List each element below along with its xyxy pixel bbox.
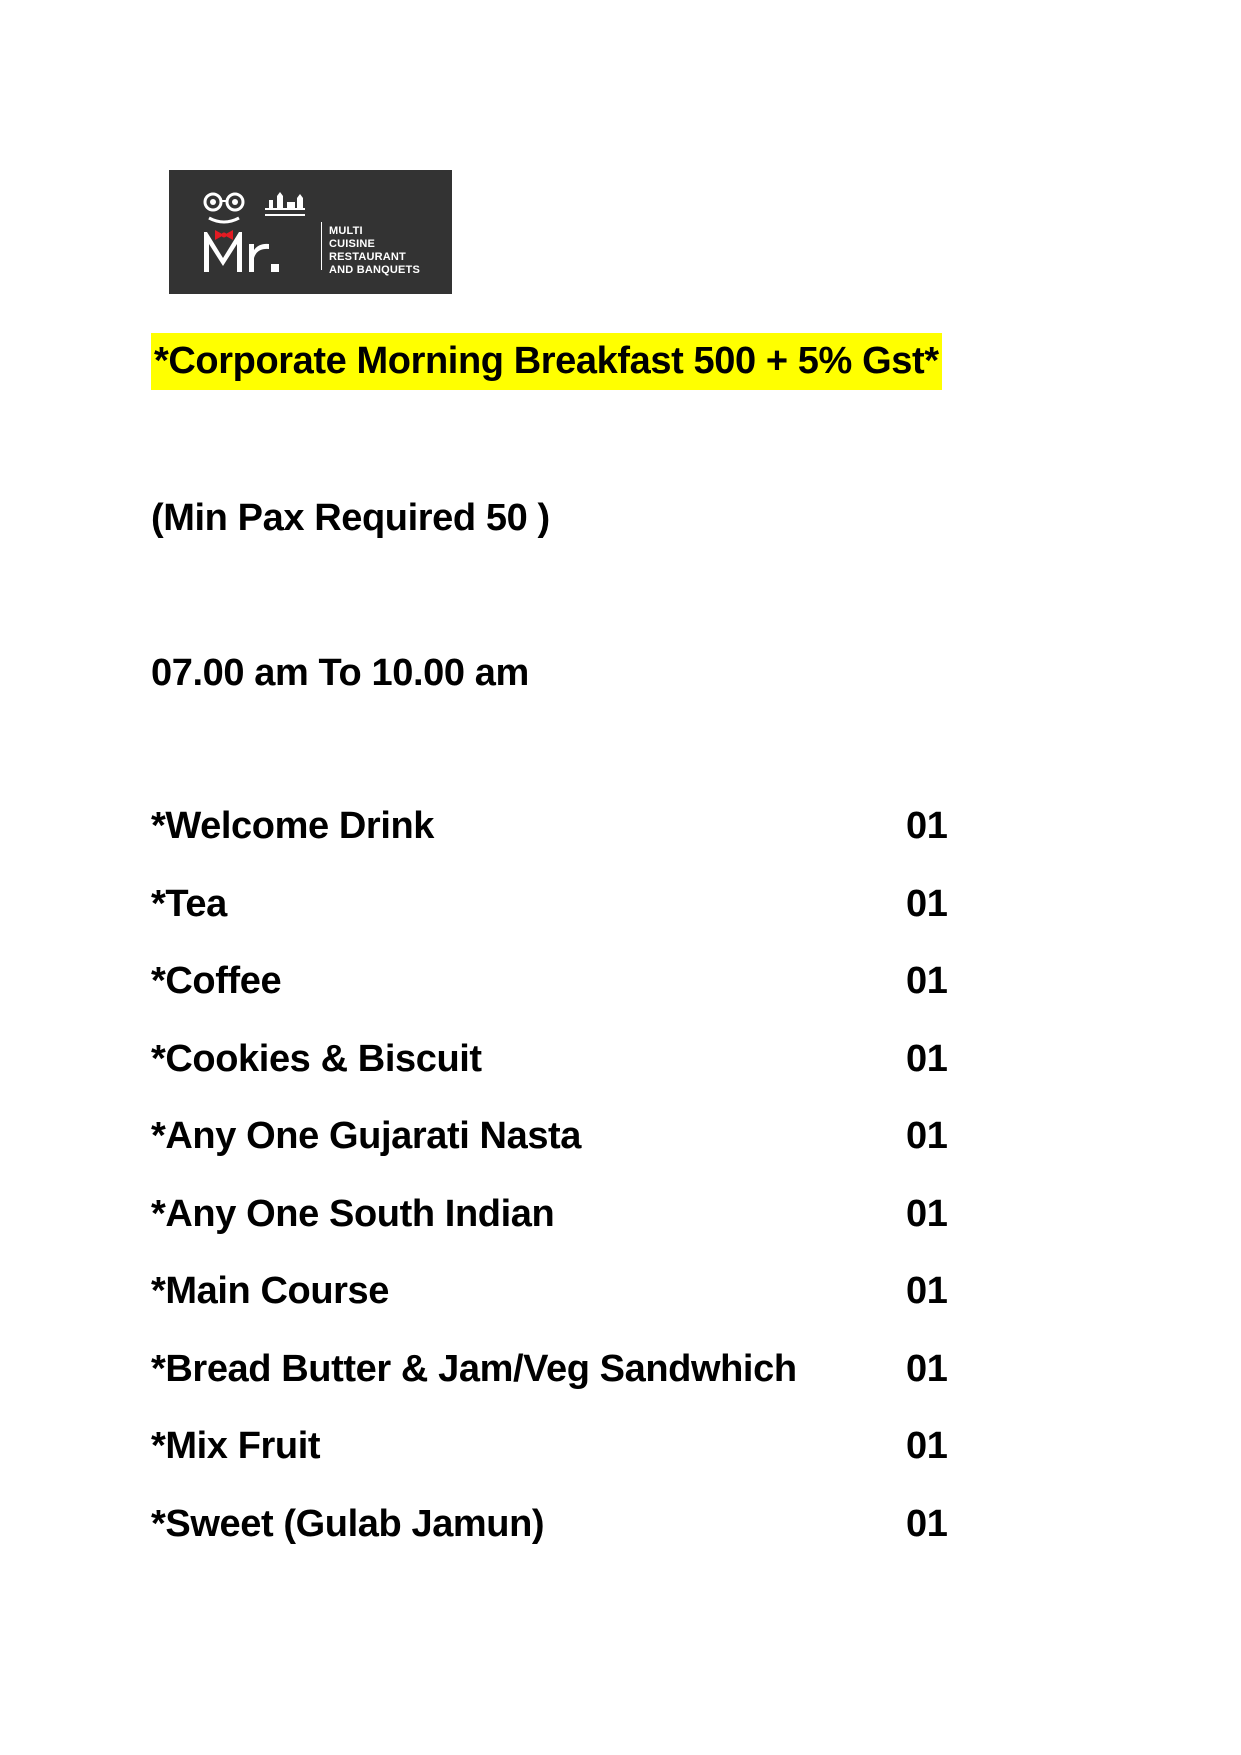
menu-row bbox=[151, 1189, 971, 1267]
menu-row bbox=[151, 801, 971, 879]
menu-item-qty: 01 bbox=[906, 1037, 948, 1080]
menu-item-qty: 01 bbox=[906, 1115, 948, 1157]
logo-tagline-line: CUISINE bbox=[329, 238, 376, 250]
menu-row bbox=[151, 879, 971, 957]
menu-item-qty: 01 bbox=[906, 1347, 948, 1390]
menu-item-name: *Cookies & Biscuit bbox=[151, 1037, 482, 1080]
restaurant-logo bbox=[169, 170, 452, 294]
menu-item-name: *Welcome Drink bbox=[151, 805, 435, 847]
menu-item-name: *Mix Fruit bbox=[151, 1425, 321, 1467]
menu-item-name: *Any One South Indian bbox=[151, 1192, 555, 1235]
logo-tagline-line: RESTAURANT bbox=[329, 251, 406, 263]
menu-row bbox=[151, 1421, 971, 1499]
logo-tagline-line: AND BANQUETS bbox=[329, 264, 421, 276]
menu-item-qty: 01 bbox=[906, 805, 948, 847]
menu-item-qty: 01 bbox=[906, 882, 948, 925]
menu-item-qty: 01 bbox=[906, 1192, 948, 1235]
logo-tagline bbox=[329, 225, 420, 277]
menu-item-name: *Main Course bbox=[151, 1270, 390, 1312]
menu-list bbox=[151, 801, 971, 1576]
menu-row bbox=[151, 1111, 971, 1189]
min-pax-note: (Min Pax Required 50 ) bbox=[151, 497, 550, 539]
menu-item-qty: 01 bbox=[906, 960, 948, 1002]
menu-item-name: *Tea bbox=[151, 882, 227, 925]
menu-row bbox=[151, 1034, 971, 1112]
menu-row bbox=[151, 1499, 971, 1577]
package-headline: *Corporate Morning Breakfast 500 + 5% Gst* bbox=[151, 333, 942, 390]
logo-tagline-line: MULTI bbox=[329, 225, 363, 237]
menu-item-name: *Sweet (Gulab Jamun) bbox=[151, 1502, 545, 1545]
menu-item-name: *Any One Gujarati Nasta bbox=[151, 1115, 582, 1157]
menu-row bbox=[151, 1344, 971, 1422]
menu-row bbox=[151, 1266, 971, 1344]
menu-item-name: *Coffee bbox=[151, 960, 282, 1002]
menu-item-qty: 01 bbox=[906, 1425, 948, 1467]
menu-item-qty: 01 bbox=[906, 1502, 948, 1545]
timing-note: 07.00 am To 10.00 am bbox=[151, 652, 529, 694]
menu-item-name: *Bread Butter & Jam/Veg Sandwhich bbox=[151, 1347, 797, 1390]
menu-row bbox=[151, 956, 971, 1034]
menu-item-qty: 01 bbox=[906, 1270, 948, 1312]
